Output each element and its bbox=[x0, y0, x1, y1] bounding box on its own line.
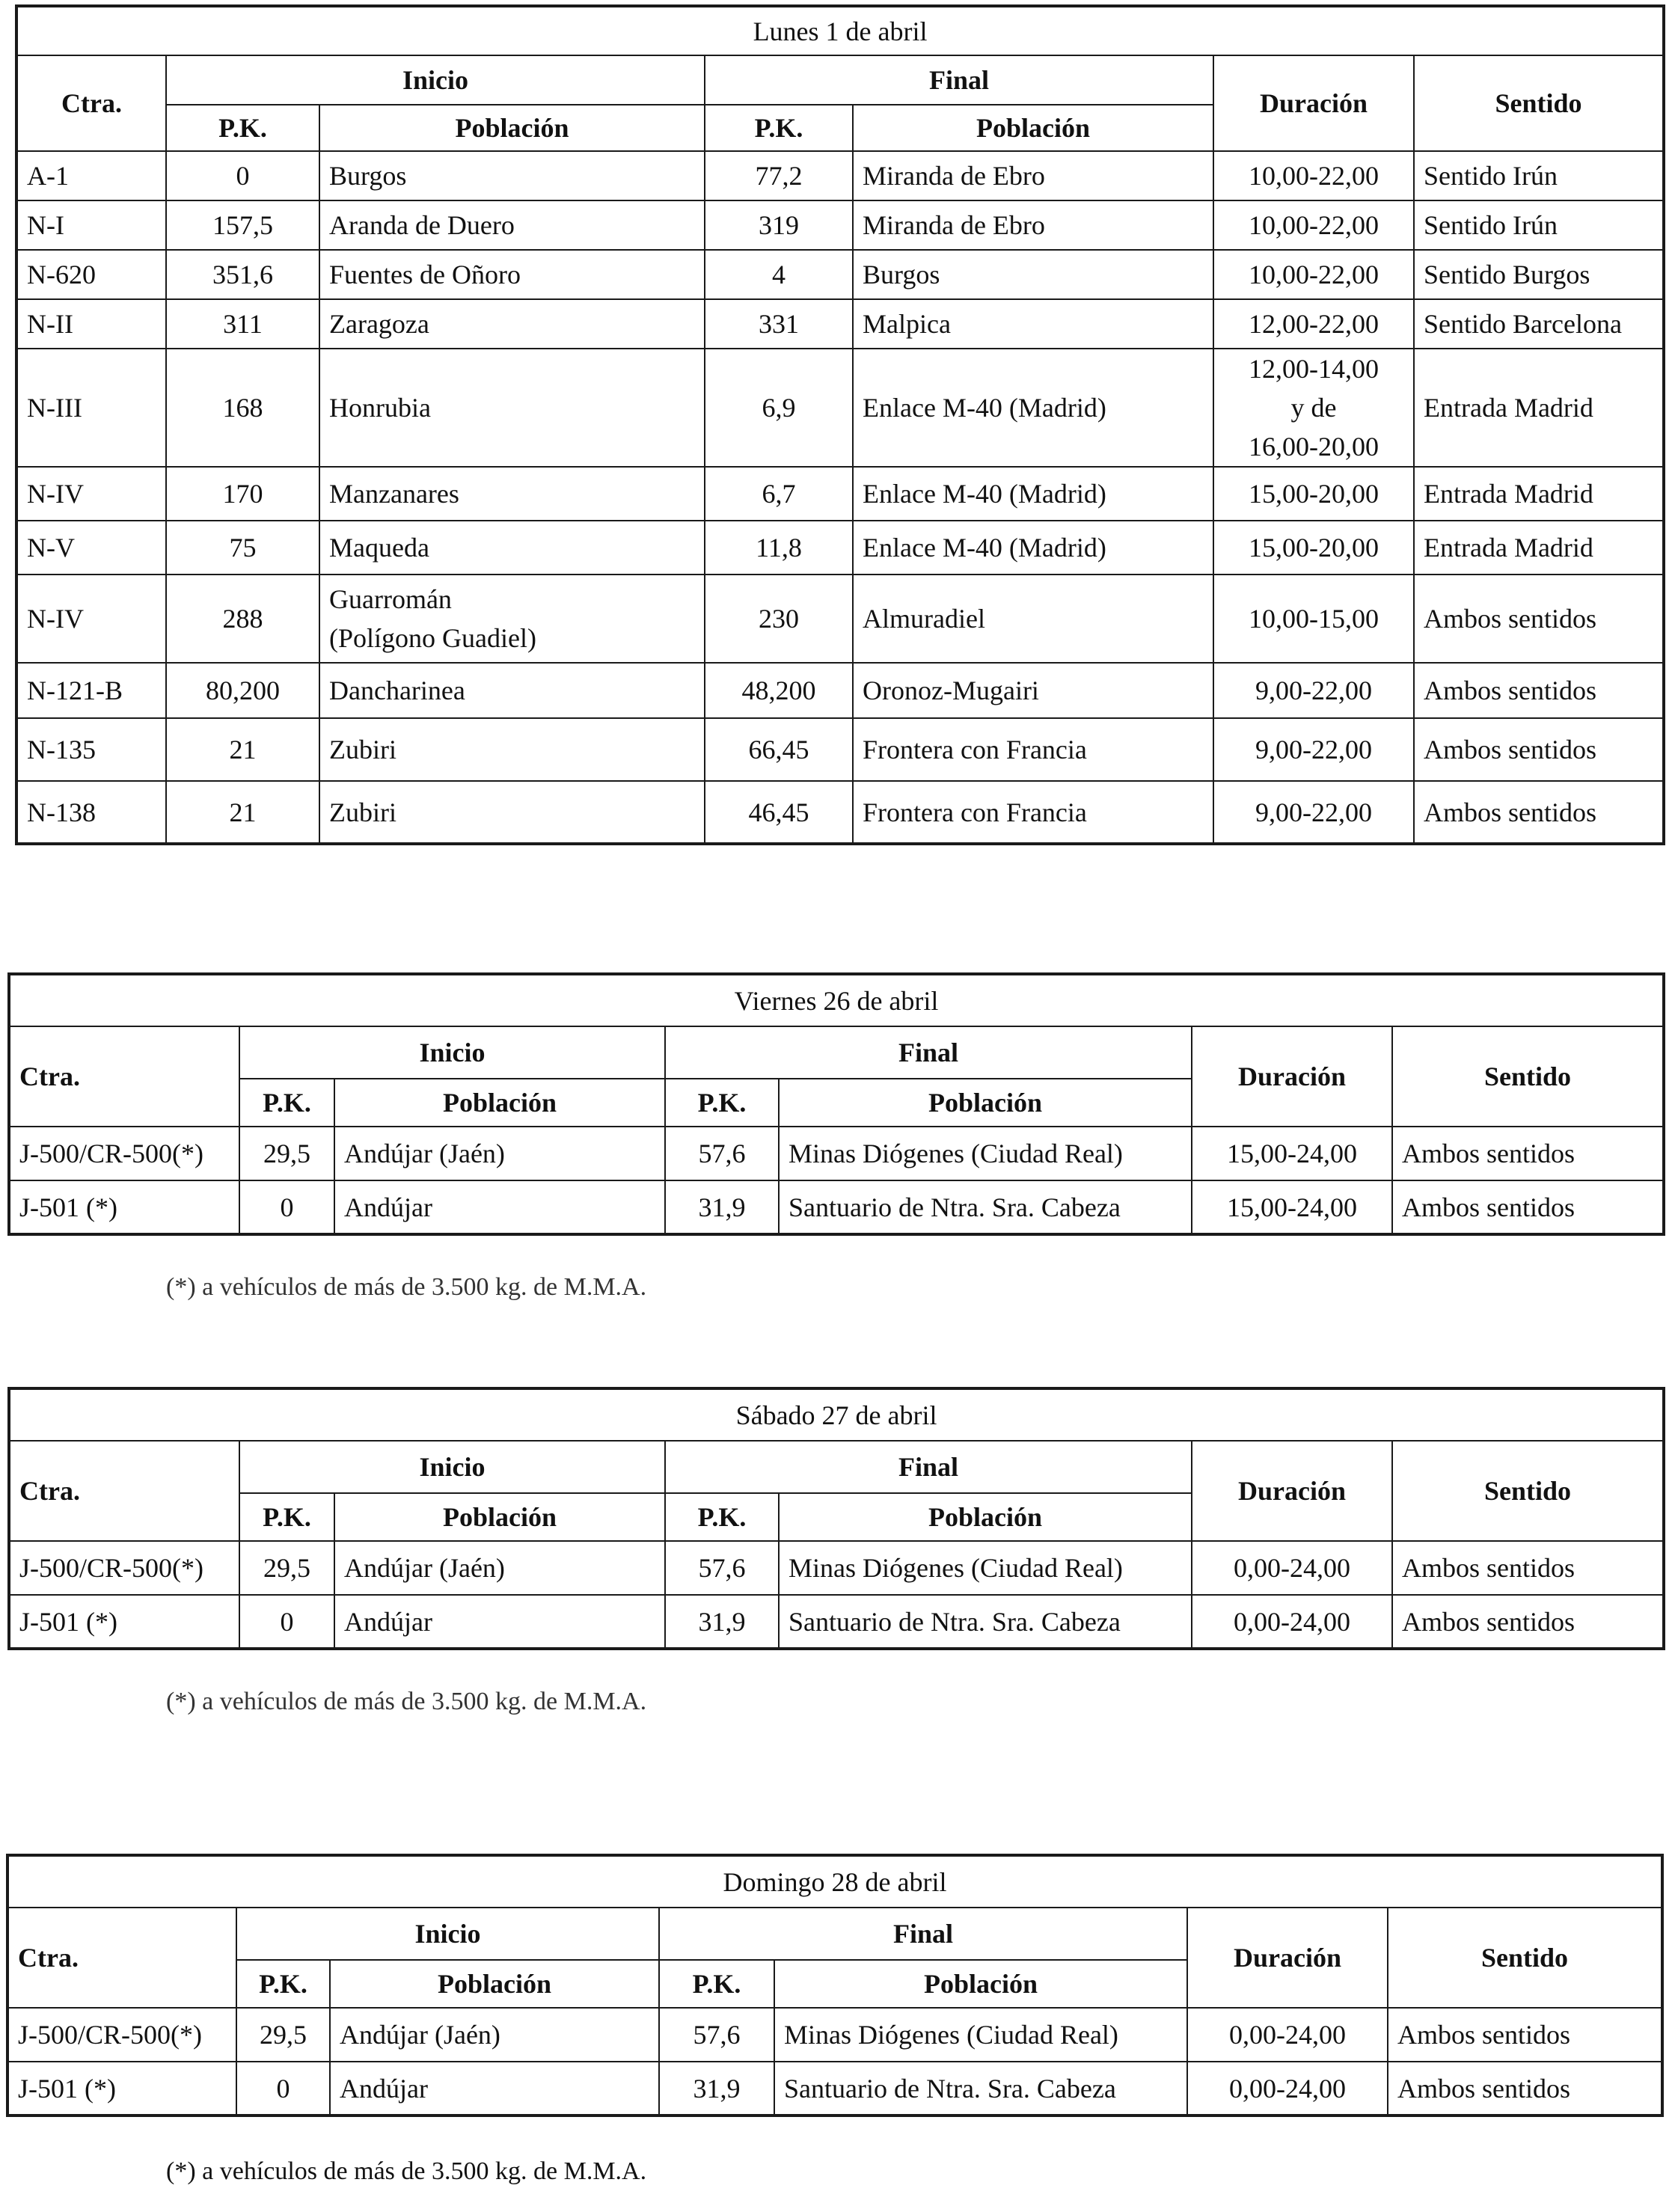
direction-cell: Ambos sentidos bbox=[1392, 1180, 1664, 1234]
town-end-cell: Almuradiel bbox=[853, 575, 1213, 663]
table-row bbox=[9, 1180, 1664, 1234]
col-header-town-end: Población bbox=[853, 105, 1213, 151]
town-end-cell: Burgos bbox=[853, 250, 1213, 299]
table-body bbox=[7, 2008, 1662, 2116]
direction-cell: Ambos sentidos bbox=[1392, 1541, 1664, 1595]
pk-end-cell: 46,45 bbox=[705, 781, 853, 844]
duration-cell: 9,00-22,00 bbox=[1213, 781, 1414, 844]
col-header-pk-start: P.K. bbox=[239, 1079, 334, 1127]
town-start-cell: Andújar bbox=[334, 1595, 665, 1649]
town-start-cell: Aranda de Duero bbox=[319, 200, 705, 250]
pk-end-cell: 66,45 bbox=[705, 718, 853, 781]
road-cell: J-500/CR-500(*) bbox=[9, 1127, 239, 1180]
direction-cell: Sentido Burgos bbox=[1414, 250, 1664, 299]
road-cell: A-1 bbox=[16, 151, 166, 200]
table-body bbox=[9, 1541, 1664, 1649]
direction-cell: Ambos sentidos bbox=[1392, 1127, 1664, 1180]
town-start-cell: Andújar bbox=[334, 1180, 665, 1234]
town-start-cell: Honrubia bbox=[319, 349, 705, 467]
road-cell: N-IV bbox=[16, 575, 166, 663]
pk-start-cell: 21 bbox=[166, 781, 319, 844]
duration-cell: 15,00-24,00 bbox=[1192, 1180, 1392, 1234]
table-row bbox=[16, 575, 1664, 663]
direction-cell: Ambos sentidos bbox=[1414, 718, 1664, 781]
col-header-town-start: Población bbox=[319, 105, 705, 151]
table-row bbox=[9, 1541, 1664, 1595]
town-start-cell: Fuentes de Oñoro bbox=[319, 250, 705, 299]
table-row bbox=[7, 2008, 1662, 2062]
pk-start-cell: 168 bbox=[166, 349, 319, 467]
table-title: Lunes 1 de abril bbox=[16, 6, 1664, 55]
table-body bbox=[9, 1127, 1664, 1234]
road-cell: N-I bbox=[16, 200, 166, 250]
road-cell: J-501 (*) bbox=[9, 1180, 239, 1234]
road-cell: N-138 bbox=[16, 781, 166, 844]
col-header-start: Inicio bbox=[239, 1026, 665, 1079]
town-start-cell: Zaragoza bbox=[319, 299, 705, 349]
pk-start-cell: 21 bbox=[166, 718, 319, 781]
duration-cell: 0,00-24,00 bbox=[1192, 1541, 1392, 1595]
pk-end-cell: 11,8 bbox=[705, 521, 853, 575]
town-start-cell: Andújar (Jaén) bbox=[330, 2008, 659, 2062]
pk-end-cell: 77,2 bbox=[705, 151, 853, 200]
road-cell: N-III bbox=[16, 349, 166, 467]
town-end-cell: Oronoz-Mugairi bbox=[853, 663, 1213, 718]
duration-cell: 10,00-22,00 bbox=[1213, 200, 1414, 250]
pk-end-cell: 48,200 bbox=[705, 663, 853, 718]
pk-end-cell: 4 bbox=[705, 250, 853, 299]
table-title: Viernes 26 de abril bbox=[9, 974, 1664, 1026]
col-header-end: Final bbox=[659, 1908, 1187, 1960]
col-header-road: Ctra. bbox=[7, 1908, 236, 2008]
col-header-start: Inicio bbox=[239, 1441, 665, 1493]
town-end-cell: Miranda de Ebro bbox=[853, 200, 1213, 250]
town-start-cell: Dancharinea bbox=[319, 663, 705, 718]
town-start-cell: Andújar bbox=[330, 2062, 659, 2116]
schedule-table-monday bbox=[15, 4, 1665, 845]
table-row bbox=[16, 250, 1664, 299]
col-header-direction: Sentido bbox=[1392, 1441, 1664, 1541]
duration-cell: 15,00-20,00 bbox=[1213, 467, 1414, 521]
schedule-table-saturday bbox=[7, 1387, 1665, 1650]
col-header-duration: Duración bbox=[1192, 1026, 1392, 1127]
pk-start-cell: 29,5 bbox=[239, 1127, 334, 1180]
col-header-town-end: Población bbox=[774, 1960, 1187, 2008]
col-header-duration: Duración bbox=[1213, 55, 1414, 151]
footnote: (*) a vehículos de más de 3.500 kg. de M.M.A. bbox=[166, 2157, 647, 2185]
duration-cell: 9,00-22,00 bbox=[1213, 718, 1414, 781]
col-header-direction: Sentido bbox=[1392, 1026, 1664, 1127]
pk-start-cell: 170 bbox=[166, 467, 319, 521]
pk-end-cell: 331 bbox=[705, 299, 853, 349]
col-header-direction: Sentido bbox=[1388, 1908, 1662, 2008]
town-end-cell: Miranda de Ebro bbox=[853, 151, 1213, 200]
road-cell: J-500/CR-500(*) bbox=[9, 1541, 239, 1595]
pk-end-cell: 6,9 bbox=[705, 349, 853, 467]
table-title: Sábado 27 de abril bbox=[9, 1388, 1664, 1441]
col-header-town-start: Población bbox=[334, 1079, 665, 1127]
town-end-cell: Santuario de Ntra. Sra. Cabeza bbox=[779, 1180, 1192, 1234]
table-title: Domingo 28 de abril bbox=[7, 1855, 1662, 1908]
schedule-table-sunday bbox=[6, 1854, 1664, 2117]
direction-cell: Entrada Madrid bbox=[1414, 349, 1664, 467]
pk-start-cell: 29,5 bbox=[239, 1541, 334, 1595]
table-row bbox=[16, 200, 1664, 250]
town-end-cell: Minas Diógenes (Ciudad Real) bbox=[779, 1541, 1192, 1595]
town-start-cell: Burgos bbox=[319, 151, 705, 200]
col-header-town-end: Población bbox=[779, 1079, 1192, 1127]
table-row bbox=[16, 521, 1664, 575]
pk-start-cell: 0 bbox=[239, 1595, 334, 1649]
col-header-road: Ctra. bbox=[16, 55, 166, 151]
col-header-start: Inicio bbox=[166, 55, 705, 105]
duration-cell: 0,00-24,00 bbox=[1187, 2062, 1388, 2116]
pk-start-cell: 0 bbox=[239, 1180, 334, 1234]
town-start-cell: Manzanares bbox=[319, 467, 705, 521]
direction-cell: Entrada Madrid bbox=[1414, 521, 1664, 575]
pk-end-cell: 6,7 bbox=[705, 467, 853, 521]
col-header-pk-start: P.K. bbox=[166, 105, 319, 151]
pk-start-cell: 288 bbox=[166, 575, 319, 663]
direction-cell: Ambos sentidos bbox=[1392, 1595, 1664, 1649]
pk-start-cell: 0 bbox=[236, 2062, 330, 2116]
col-header-pk-end: P.K. bbox=[705, 105, 853, 151]
pk-start-cell: 75 bbox=[166, 521, 319, 575]
town-end-cell: Enlace M-40 (Madrid) bbox=[853, 349, 1213, 467]
pk-end-cell: 31,9 bbox=[665, 1595, 779, 1649]
table-row bbox=[16, 349, 1664, 467]
table-body bbox=[16, 151, 1664, 844]
direction-cell: Ambos sentidos bbox=[1388, 2062, 1662, 2116]
col-header-road: Ctra. bbox=[9, 1441, 239, 1541]
road-cell: N-620 bbox=[16, 250, 166, 299]
road-cell: N-V bbox=[16, 521, 166, 575]
pk-end-cell: 31,9 bbox=[665, 1180, 779, 1234]
table-row bbox=[16, 151, 1664, 200]
pk-end-cell: 57,6 bbox=[665, 1541, 779, 1595]
table-row bbox=[7, 2062, 1662, 2116]
duration-cell: 10,00-22,00 bbox=[1213, 151, 1414, 200]
col-header-pk-start: P.K. bbox=[239, 1493, 334, 1541]
table-row bbox=[16, 781, 1664, 844]
duration-cell: 10,00-15,00 bbox=[1213, 575, 1414, 663]
duration-cell: 10,00-22,00 bbox=[1213, 250, 1414, 299]
col-header-duration: Duración bbox=[1187, 1908, 1388, 2008]
town-start-cell: Guarromán (Polígono Guadiel) bbox=[319, 575, 705, 663]
footnote: (*) a vehículos de más de 3.500 kg. de M.M.A. bbox=[166, 1273, 647, 1301]
town-start-cell: Zubiri bbox=[319, 781, 705, 844]
direction-cell: Sentido Barcelona bbox=[1414, 299, 1664, 349]
duration-cell: 9,00-22,00 bbox=[1213, 663, 1414, 718]
duration-cell: 15,00-20,00 bbox=[1213, 521, 1414, 575]
col-header-town-start: Población bbox=[330, 1960, 659, 2008]
col-header-road: Ctra. bbox=[9, 1026, 239, 1127]
footnote: (*) a vehículos de más de 3.500 kg. de M.M.A. bbox=[166, 1688, 647, 1715]
direction-cell: Ambos sentidos bbox=[1414, 575, 1664, 663]
pk-end-cell: 57,6 bbox=[659, 2008, 774, 2062]
direction-cell: Sentido Irún bbox=[1414, 151, 1664, 200]
duration-cell: 0,00-24,00 bbox=[1187, 2008, 1388, 2062]
duration-cell: 0,00-24,00 bbox=[1192, 1595, 1392, 1649]
duration-cell: 12,00-22,00 bbox=[1213, 299, 1414, 349]
town-end-cell: Santuario de Ntra. Sra. Cabeza bbox=[774, 2062, 1187, 2116]
town-end-cell: Enlace M-40 (Madrid) bbox=[853, 521, 1213, 575]
town-start-cell: Maqueda bbox=[319, 521, 705, 575]
col-header-town-end: Población bbox=[779, 1493, 1192, 1541]
town-start-cell: Andújar (Jaén) bbox=[334, 1127, 665, 1180]
direction-cell: Entrada Madrid bbox=[1414, 467, 1664, 521]
road-cell: J-500/CR-500(*) bbox=[7, 2008, 236, 2062]
col-header-pk-end: P.K. bbox=[659, 1960, 774, 2008]
road-cell: N-IV bbox=[16, 467, 166, 521]
town-end-cell: Frontera con Francia bbox=[853, 718, 1213, 781]
table-row bbox=[16, 299, 1664, 349]
pk-start-cell: 0 bbox=[166, 151, 319, 200]
col-header-duration: Duración bbox=[1192, 1441, 1392, 1541]
duration-cell: 15,00-24,00 bbox=[1192, 1127, 1392, 1180]
road-cell: J-501 (*) bbox=[9, 1595, 239, 1649]
col-header-pk-end: P.K. bbox=[665, 1079, 779, 1127]
direction-cell: Sentido Irún bbox=[1414, 200, 1664, 250]
direction-cell: Ambos sentidos bbox=[1388, 2008, 1662, 2062]
direction-cell: Ambos sentidos bbox=[1414, 663, 1664, 718]
pk-start-cell: 29,5 bbox=[236, 2008, 330, 2062]
table-row bbox=[16, 718, 1664, 781]
town-end-cell: Minas Diógenes (Ciudad Real) bbox=[774, 2008, 1187, 2062]
town-start-cell: Andújar (Jaén) bbox=[334, 1541, 665, 1595]
pk-end-cell: 31,9 bbox=[659, 2062, 774, 2116]
town-end-cell: Frontera con Francia bbox=[853, 781, 1213, 844]
col-header-pk-end: P.K. bbox=[665, 1493, 779, 1541]
pk-start-cell: 351,6 bbox=[166, 250, 319, 299]
table-row bbox=[16, 663, 1664, 718]
col-header-town-start: Población bbox=[334, 1493, 665, 1541]
pk-end-cell: 230 bbox=[705, 575, 853, 663]
table-row bbox=[16, 467, 1664, 521]
road-cell: N-135 bbox=[16, 718, 166, 781]
pk-end-cell: 319 bbox=[705, 200, 853, 250]
col-header-end: Final bbox=[705, 55, 1213, 105]
direction-cell: Ambos sentidos bbox=[1414, 781, 1664, 844]
road-cell: N-121-B bbox=[16, 663, 166, 718]
table-row bbox=[9, 1595, 1664, 1649]
road-cell: J-501 (*) bbox=[7, 2062, 236, 2116]
pk-start-cell: 80,200 bbox=[166, 663, 319, 718]
pk-start-cell: 311 bbox=[166, 299, 319, 349]
town-end-cell: Santuario de Ntra. Sra. Cabeza bbox=[779, 1595, 1192, 1649]
duration-cell: 12,00-14,00 y de 16,00-20,00 bbox=[1213, 349, 1414, 467]
col-header-direction: Sentido bbox=[1414, 55, 1664, 151]
col-header-start: Inicio bbox=[236, 1908, 659, 1960]
town-end-cell: Minas Diógenes (Ciudad Real) bbox=[779, 1127, 1192, 1180]
col-header-pk-start: P.K. bbox=[236, 1960, 330, 2008]
town-start-cell: Zubiri bbox=[319, 718, 705, 781]
col-header-end: Final bbox=[665, 1441, 1192, 1493]
town-end-cell: Malpica bbox=[853, 299, 1213, 349]
pk-start-cell: 157,5 bbox=[166, 200, 319, 250]
road-cell: N-II bbox=[16, 299, 166, 349]
schedule-table-friday bbox=[7, 972, 1665, 1236]
pk-end-cell: 57,6 bbox=[665, 1127, 779, 1180]
town-end-cell: Enlace M-40 (Madrid) bbox=[853, 467, 1213, 521]
table-row bbox=[9, 1127, 1664, 1180]
col-header-end: Final bbox=[665, 1026, 1192, 1079]
